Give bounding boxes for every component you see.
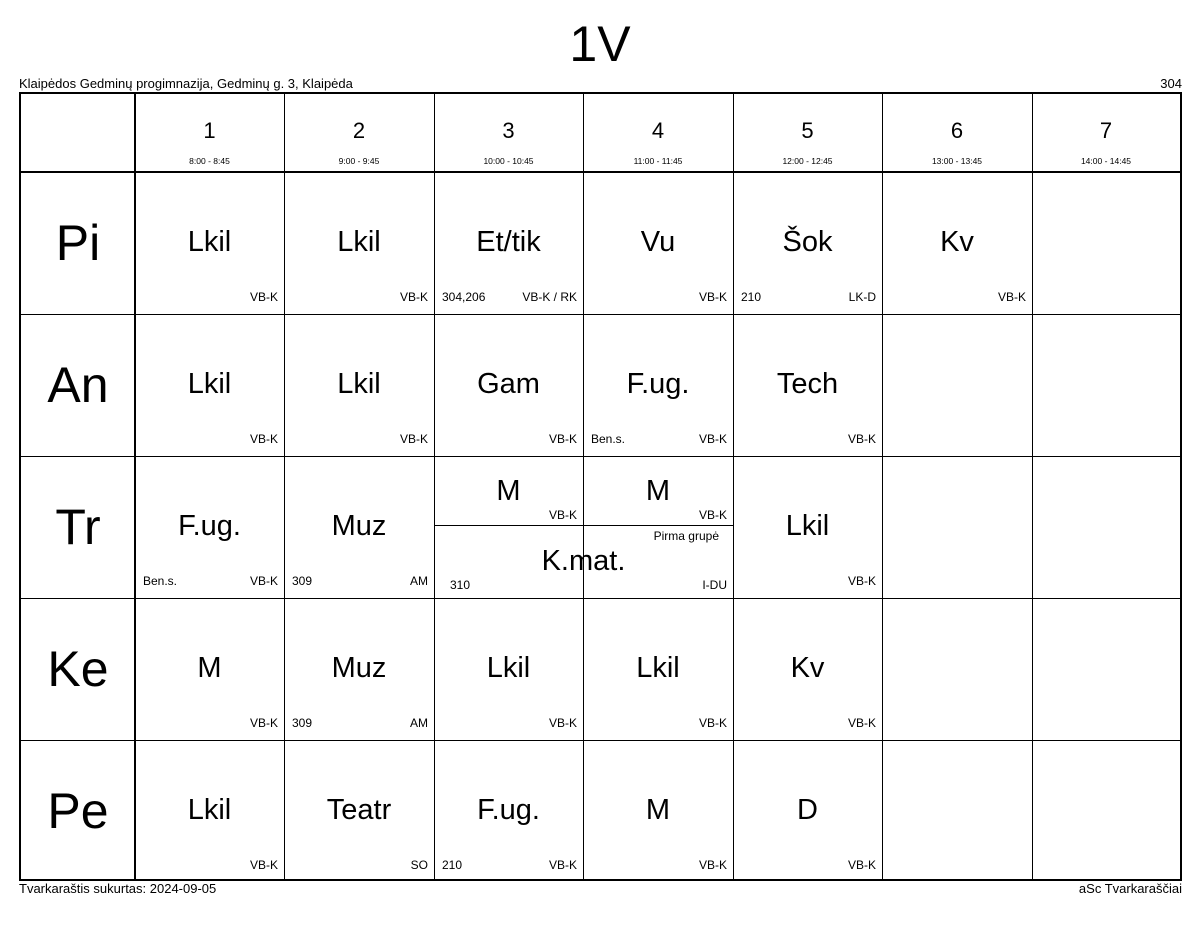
period-time: 14:00 - 14:45 [1080,156,1132,166]
lesson-cell [583,172,733,314]
lesson-subject: F.ug. [178,510,241,542]
lesson-cell [733,456,882,598]
lesson-subject: M [645,475,671,507]
lesson-subject: F.ug. [477,794,540,826]
lesson-cell [434,314,583,456]
day-label: Tr [55,499,101,555]
day-label: Ke [47,641,109,697]
lesson-teacher: VB-K [698,858,727,872]
grid-line [1032,94,1033,879]
lesson-cell [434,598,583,740]
lesson-room: 210 [442,858,463,872]
software-credit: aSc Tvarkaraščiai [1078,881,1182,896]
lesson-subject: Muz [331,652,387,684]
lesson-room: Ben.s. [143,574,178,588]
period-number: 6 [950,118,964,143]
period-time: 9:00 - 9:45 [338,156,380,166]
lesson-teacher: AM [410,574,428,588]
lesson-teacher: VB-K [698,432,727,446]
lesson-subject: Muz [331,510,387,542]
lesson-subject: Gam [477,368,540,400]
lesson-teacher: VB-K [698,508,727,522]
day-label: Pi [55,215,101,271]
lesson-cell [733,740,882,879]
lesson-teacher: VB-K [847,574,876,588]
period-header [135,94,284,172]
lesson-teacher: VB-K [847,716,876,730]
lesson-room: 310 [450,578,471,592]
day-label: An [47,357,109,413]
lesson-subject: M [197,652,222,684]
lesson-cell [135,740,284,879]
lesson-cell [434,172,583,314]
lesson-subject: Lkil [337,368,381,400]
lesson-subject: Lkil [187,794,232,826]
lesson-cell [434,526,733,598]
lesson-subject: Lkil [785,510,830,542]
period-number: 5 [801,118,814,143]
lesson-room: 309 [292,716,313,730]
lesson-cell [733,598,882,740]
lesson-teacher: VB-K [847,858,876,872]
lesson-teacher: I-DU [702,578,727,592]
lesson-cell [135,172,284,314]
period-number: 3 [502,118,515,143]
lesson-subject: Vu [640,226,676,258]
lesson-subject: Lkil [337,226,381,258]
lesson-teacher: VB-K [698,290,727,304]
lesson-subject: Kv [790,652,825,684]
lesson-cell [434,740,583,879]
lesson-cell [284,172,434,314]
lesson-cell [583,456,733,525]
lesson-subject: M [645,794,671,826]
period-time: 8:00 - 8:45 [189,156,230,166]
lesson-teacher: VB-K [548,858,577,872]
homeroom-number: 304 [1160,76,1182,91]
lesson-cell [733,172,882,314]
lesson-teacher: VB-K [548,716,577,730]
lesson-subject: Lkil [187,226,232,258]
lesson-cell [135,456,284,598]
lesson-subject: D [797,794,818,826]
period-header [583,94,733,172]
lesson-cell [284,598,434,740]
lesson-subject: M [496,475,521,507]
lesson-cell [284,740,434,879]
lesson-teacher: LK-D [848,290,876,304]
lesson-teacher: VB-K [997,290,1026,304]
period-time: 10:00 - 10:45 [483,156,534,166]
lesson-subject: Teatr [326,794,392,826]
lesson-subject: Kv [940,226,974,258]
lesson-cell [135,598,284,740]
lesson-subject: Tech [776,368,839,400]
lesson-teacher: VB-K [249,290,278,304]
period-header [284,94,434,172]
lesson-cell [733,314,882,456]
lesson-teacher: VB-K [847,432,876,446]
lesson-teacher: VB-K [548,432,577,446]
lesson-teacher: VB-K [698,716,727,730]
period-header [733,94,882,172]
lesson-cell [583,598,733,740]
lesson-cell [882,172,1032,314]
timetable-grid [19,92,1182,881]
lesson-subject: F.ug. [626,368,690,400]
period-number: 2 [352,118,366,143]
period-time: 11:00 - 11:45 [633,156,683,166]
lesson-teacher: VB-K [249,858,278,872]
lesson-room: 210 [741,290,762,304]
lesson-teacher: VB-K [249,716,278,730]
lesson-teacher: AM [410,716,428,730]
lesson-subject: Et/tik [476,226,541,258]
lesson-subject: Lkil [486,652,531,684]
lesson-subject: Lkil [187,368,232,400]
period-number: 1 [203,118,216,143]
lesson-cell [434,456,583,525]
lesson-teacher: VB-K [249,432,278,446]
lesson-group: Pirma grupė [653,529,719,543]
lesson-cell [583,740,733,879]
lesson-room: 309 [292,574,313,588]
lesson-teacher: VB-K [399,432,428,446]
school-name: Klaipėdos Gedminų progimnazija, Gedminų g. 3, Klaipėda [19,76,353,91]
period-header [434,94,583,172]
period-time: 13:00 - 13:45 [931,156,983,166]
lesson-cell [284,314,434,456]
lesson-teacher: SO [410,858,428,872]
lesson-teacher: VB-K [399,290,428,304]
lesson-teacher: VB-K / RK [522,290,577,304]
period-number: 7 [1099,118,1113,143]
lesson-room: 304,206 [442,290,486,304]
period-header [882,94,1032,172]
lesson-teacher: VB-K [548,508,577,522]
lesson-cell [135,314,284,456]
lesson-subject: Lkil [636,652,680,684]
lesson-cell [583,314,733,456]
created-date: Tvarkaraštis sukurtas: 2024-09-05 [19,881,217,896]
page-title: 1V [569,16,631,72]
period-time: 12:00 - 12:45 [782,156,833,166]
lesson-subject: Šok [782,226,833,258]
period-header [1032,94,1180,172]
lesson-subject: K.mat. [541,545,626,577]
lesson-cell [284,456,434,598]
lesson-teacher: VB-K [249,574,278,588]
lesson-room: Ben.s. [591,432,626,446]
day-label: Pe [47,783,109,839]
period-number: 4 [651,118,665,143]
